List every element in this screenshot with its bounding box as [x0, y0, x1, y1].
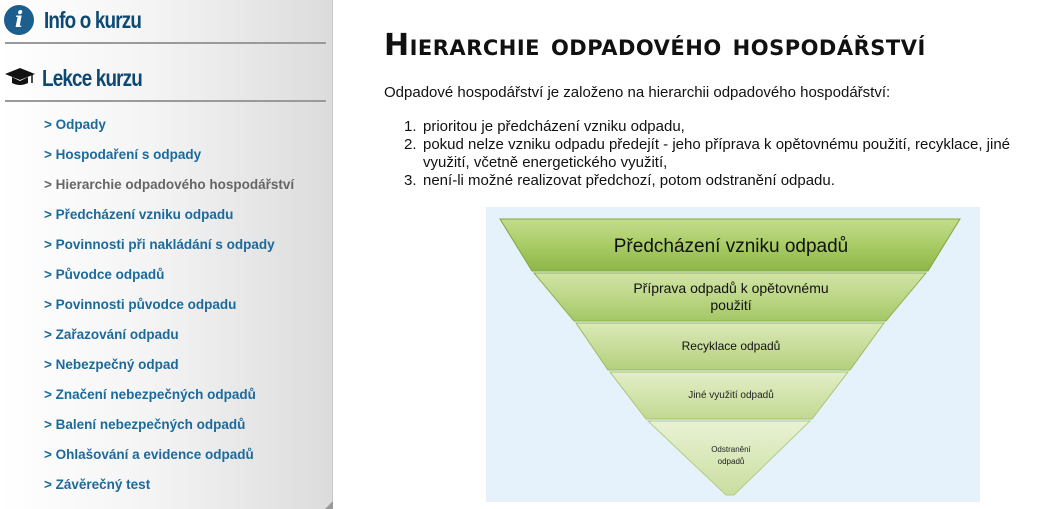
info-icon: i [4, 5, 34, 35]
sidebar-item-5[interactable]: > Povinnosti při nakládání s odpady [44, 237, 275, 252]
list-number: 2. [404, 136, 417, 153]
divider [5, 42, 326, 44]
sidebar-item-12[interactable]: > Ohlašování a evidence odpadů [44, 447, 254, 462]
pyramid-label-5a: Odstranění [711, 445, 751, 454]
list-item-text: není-li možné realizovat předchozí, potom odstranění odpadu. [423, 172, 835, 189]
sidebar-item-10[interactable]: > Značení nebezpečných odpadů [44, 387, 256, 402]
sidebar-item-4[interactable]: > Předcházení vzniku odpadu [44, 207, 234, 222]
pyramid-label-5b: odpadů [717, 457, 745, 466]
divider [5, 100, 326, 102]
pyramid-label-4: Jiné využití odpadů [688, 390, 774, 401]
list-item-text: prioritou je předcházení vzniku odpadu, [423, 118, 685, 135]
hierarchy-list [404, 118, 1064, 190]
lessons-section-title[interactable]: Lekce kurzu [42, 64, 143, 91]
sidebar-item-9[interactable]: > Nebezpečný odpad [44, 357, 179, 372]
list-number: 1. [404, 118, 417, 135]
sidebar [0, 0, 333, 509]
hierarchy-pyramid-figure [486, 207, 980, 502]
pyramid-label-2a: Příprava odpadů k opětovnému [633, 280, 829, 296]
lessons-section-header[interactable] [4, 58, 164, 98]
graduation-cap-icon [4, 66, 36, 90]
sidebar-item-13[interactable]: > Závěrečný test [44, 477, 151, 492]
pyramid-label-1: Předcházení vzniku odpadů [613, 236, 849, 257]
sidebar-item-1[interactable]: > Odpady [44, 117, 106, 132]
intro-text: Odpadové hospodářství je založeno na hierarchii odpadového hospodářství: [384, 84, 891, 101]
sidebar-item-8[interactable]: > Zařazování odpadu [44, 327, 179, 342]
pyramid-label-2b: použití [710, 297, 752, 313]
lesson-list [44, 113, 294, 503]
sidebar-item-11[interactable]: > Balení nebezpečných odpadů [44, 417, 246, 432]
hierarchy-list-item [404, 136, 1064, 172]
list-number: 3. [404, 172, 417, 189]
sidebar-item-6[interactable]: > Původce odpadů [44, 267, 165, 282]
hierarchy-list-item [404, 118, 1064, 136]
sidebar-item-7[interactable]: > Povinnosti původce odpadu [44, 297, 237, 312]
sidebar-item-2[interactable]: > Hospodaření s odpady [44, 147, 202, 162]
info-section-header[interactable] [4, 0, 162, 40]
sidebar-item-3[interactable]: > Hierarchie odpadového hospodářství [44, 177, 295, 192]
hierarchy-pyramid [486, 207, 980, 502]
page-title: Hierarchie odpadového hospodářství [384, 28, 926, 63]
pyramid-label-3: Recyklace odpadů [681, 339, 781, 353]
info-section-title[interactable]: Info o kurzu [44, 6, 142, 33]
list-item-text: využití, včetně energetického využití, [423, 154, 668, 171]
list-item-text: pokud nelze vzniku odpadu předejít - jeho příprava k opětovnému použití, recyklace, jiné [423, 136, 1011, 153]
hierarchy-list-item [404, 172, 1064, 190]
